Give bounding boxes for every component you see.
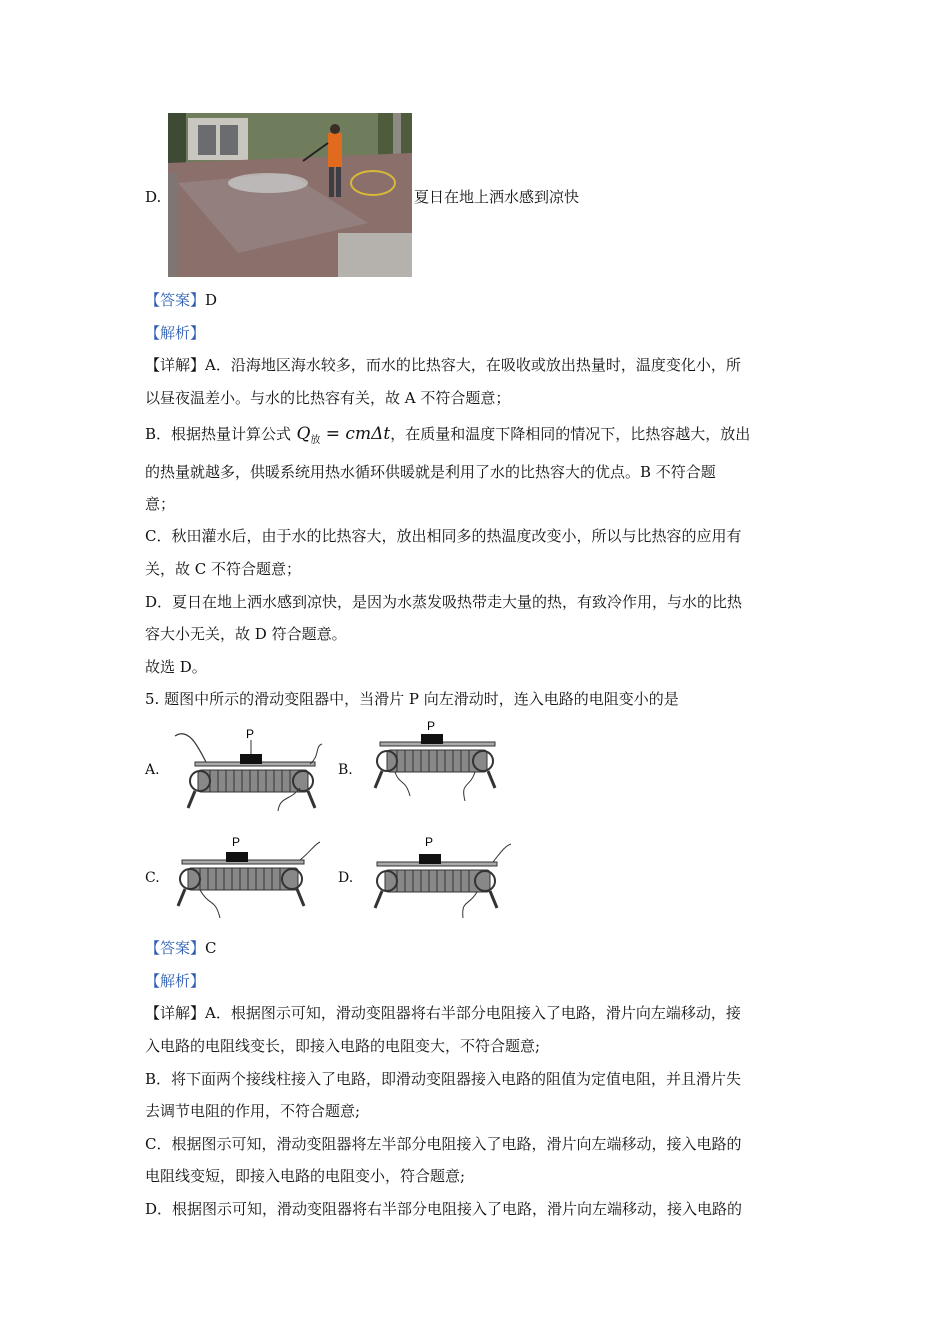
formula-q: Q xyxy=(296,424,311,444)
q4-line-2: 以昼夜温差小。与水的比热容有关，故 A 不符合题意； xyxy=(145,389,511,407)
q5-option-c-label: C. xyxy=(145,870,160,886)
q5-stem: 5. 题图中所示的滑动变阻器中，当滑片 P 向左滑动时，连入电路的电阻变小的是 xyxy=(145,690,679,708)
slider-p-label: P xyxy=(246,727,255,741)
formula-rest: = cmΔt xyxy=(325,424,391,444)
q5-line-6: 电阻线变短，即接入电路的电阻变小，符合题意; xyxy=(145,1167,466,1185)
q4-line-8: D．夏日在地上洒水感到凉快，是因为水蒸发吸热带走大量的热，有致冷作用，与水的比热 xyxy=(145,593,743,611)
rheostat-figure-c xyxy=(170,832,330,926)
detail-label: 【详解】 xyxy=(145,1004,206,1022)
rheostat-figure-b xyxy=(365,716,505,810)
answer-label: 【答案】 xyxy=(145,291,206,309)
q5-option-a-label: A. xyxy=(145,762,160,778)
q4-line-1 xyxy=(145,355,741,375)
q5-line-1 xyxy=(145,1003,741,1023)
formula-sub: 放 xyxy=(310,435,321,446)
q4-line-7: 关，故 C 不符合题意； xyxy=(145,560,302,578)
option-d-text: 夏日在地上洒水感到凉快 xyxy=(414,188,580,206)
slider-p-label: P xyxy=(427,719,436,733)
slider-p-label: P xyxy=(232,835,241,849)
q4-line-9: 容大小无关，故 D 符合题意。 xyxy=(145,625,347,643)
q4-answer xyxy=(145,290,217,310)
q4-line-5: 意； xyxy=(145,495,176,513)
q4-line-4: 的热量就越多，供暖系统用热水循环供暖就是利用了水的比热容大的优点。B 不符合题 xyxy=(145,463,716,481)
heat-formula xyxy=(291,424,390,444)
answer-value: C xyxy=(205,939,217,957)
q5-analysis-label: 【解析】 xyxy=(145,972,206,990)
q4-line-10: 故选 D。 xyxy=(145,658,207,676)
q5-line-7: D．根据图示可知，滑动变阻器将右半部分电阻接入了电路，滑片向左端移动，接入电路的 xyxy=(145,1200,743,1218)
q5-line-3: B．将下面两个接线柱接入了电路，即滑动变阻器接入电路的阻值为定值电阻，并且滑片失 xyxy=(145,1070,742,1088)
answer-label: 【答案】 xyxy=(145,939,206,957)
q5-text: A．根据图示可知，滑动变阻器将右半部分电阻接入了电路，滑片向左端移动，接 xyxy=(205,1004,741,1022)
q5-answer xyxy=(145,938,217,958)
q4-line-6: C．秋田灌水后，由于水的比热容大，放出相同多的热温度改变小，所以与比热容的应用有 xyxy=(145,527,742,545)
street-watering-photo xyxy=(168,113,412,277)
option-d-label: D. xyxy=(145,188,162,206)
q4-text: ，在质量和温度下降相同的情况下，比热容越大，放出 xyxy=(390,425,751,443)
answer-value: D xyxy=(205,291,218,309)
slider-p-label: P xyxy=(425,835,434,849)
detail-label: 【详解】 xyxy=(145,356,206,374)
q5-option-b-label: B. xyxy=(338,762,353,778)
q5-option-d-label: D. xyxy=(338,870,354,886)
q4-text: B．根据热量计算公式 xyxy=(145,425,292,443)
q4-analysis-label: 【解析】 xyxy=(145,324,206,342)
q5-line-4: 去调节电阻的作用，不符合题意; xyxy=(145,1102,361,1120)
q5-line-2: 入电路的电阻线变长，即接入电路的电阻变大，不符合题意; xyxy=(145,1037,541,1055)
q4-text: A．沿海地区海水较多，而水的比热容大，在吸收或放出热量时，温度变化小，所 xyxy=(205,356,741,374)
q4-line-3 xyxy=(145,424,750,451)
rheostat-figure-d xyxy=(365,832,515,926)
q5-line-5: C．根据图示可知，滑动变阻器将左半部分电阻接入了电路，滑片向左端移动，接入电路的 xyxy=(145,1135,742,1153)
rheostat-figure-a xyxy=(170,726,330,820)
